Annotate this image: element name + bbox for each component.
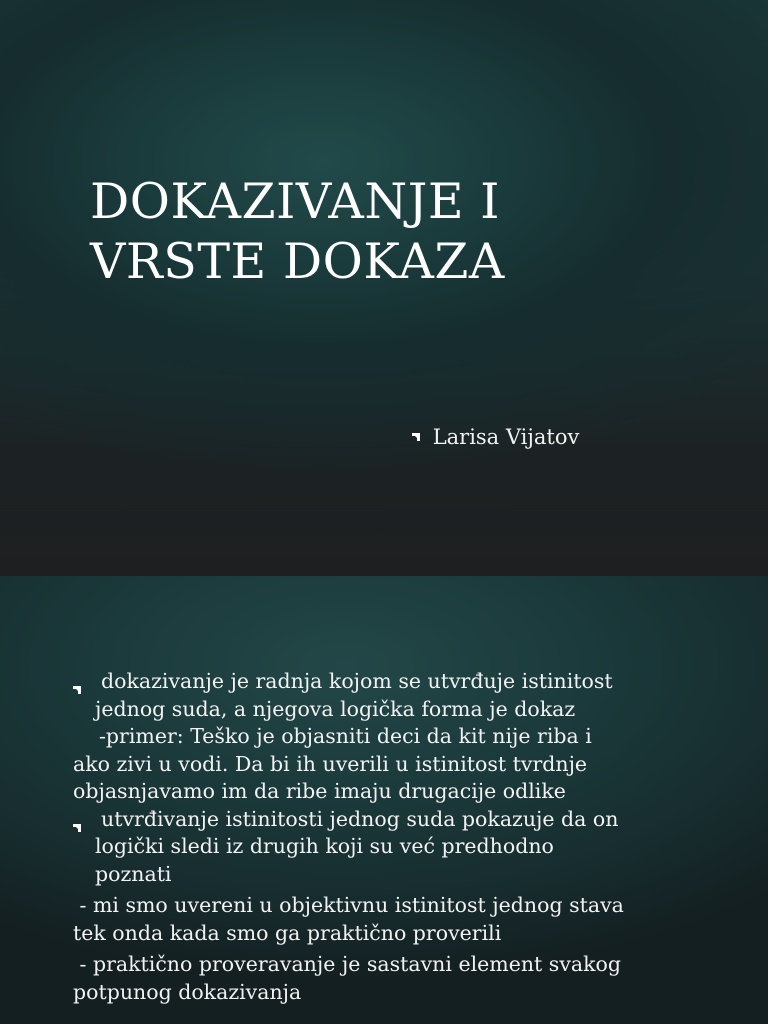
bullet-item [73, 806, 713, 889]
text-line: dokazivanje je radnja kojom se utvrđuje istinitost [101, 669, 613, 693]
author-name: Larisa Vijatov [432, 425, 580, 449]
dash-paragraph [73, 951, 713, 1006]
text-line: ako zivi u vodi. Da bi ih uverili u istinitost tvrdnje [73, 751, 588, 776]
arrow-bullet-icon [73, 812, 81, 820]
text-line: -primer: Teško je objasniti deci da kit nije riba i [99, 724, 592, 748]
text-line: tek onda kada smo ga praktično proverili [73, 920, 502, 945]
arrow-bullet-icon [73, 674, 81, 682]
slide-content [73, 668, 713, 1006]
text-line: poznati [95, 861, 172, 886]
text-line: - praktično proveravanje je sastavni element svakog [73, 952, 622, 976]
text-line: jednog suda, a njegova logička forma je dokaz [95, 696, 576, 721]
text-line: logički sledi iz drugih koji su već predhodno [95, 834, 554, 858]
example-paragraph [73, 723, 713, 806]
text-line: utvrđivanje istinitosti jednog suda pokazuje da on [101, 806, 619, 831]
title-line: DOKAZIVANJE I [90, 173, 501, 230]
dash-paragraph [73, 892, 713, 947]
bullet-item [73, 668, 713, 723]
text-line: - mi smo uvereni u objektivnu istinitost jednog stava [73, 893, 624, 917]
text-line: objasnjavamo im da ribe imaju drugacije odlike [73, 779, 566, 803]
slide-title [90, 172, 690, 292]
author-line [412, 424, 579, 450]
arrow-bullet-icon [412, 421, 420, 429]
text-line: potpunog dokazivanja [73, 979, 302, 1004]
title-line: VRSTE DOKAZA [90, 233, 505, 290]
content-slide [0, 576, 768, 1024]
